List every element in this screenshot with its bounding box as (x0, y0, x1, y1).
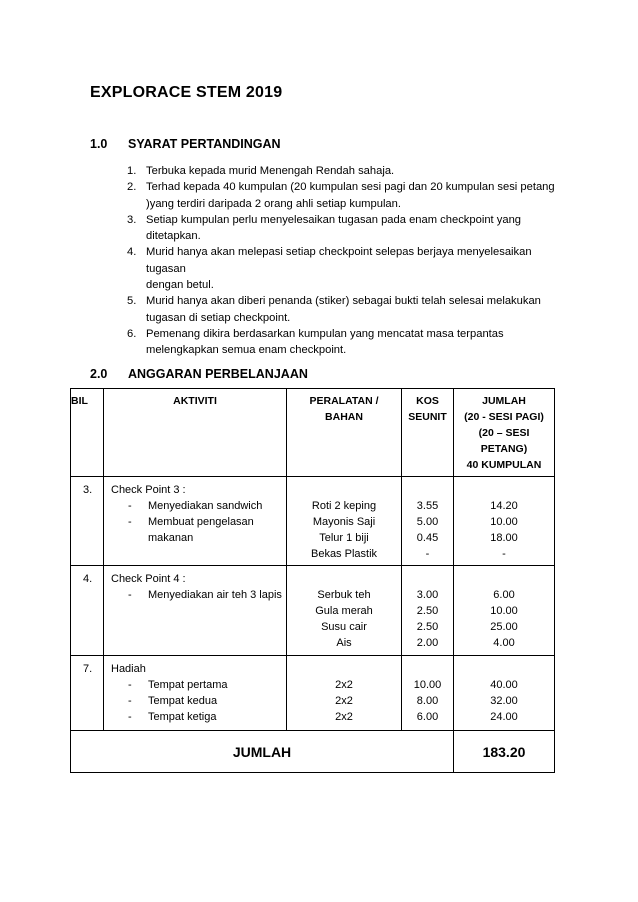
cell-peralatan (287, 477, 402, 566)
activity-items (111, 498, 282, 546)
condition-number: 1. (127, 165, 137, 177)
peralatan-value: Mayonis Saji (312, 516, 376, 528)
activity-item (111, 693, 282, 709)
cell-aktiviti (104, 477, 287, 566)
peralatan-value: Bekas Plastik (310, 548, 378, 560)
activity-item-line: Membuat pengelasan (148, 516, 254, 528)
cell-kos (402, 566, 454, 656)
header-aktiviti: AKTIVITI (104, 389, 287, 477)
condition-text-line: dengan betul. (146, 279, 214, 292)
header-bil: BIL (71, 389, 104, 477)
condition-text-line: )yang terdiri daripada 2 orang ahli setiap kumpulan. (146, 197, 401, 210)
condition-item (127, 326, 567, 359)
condition-item (127, 293, 567, 326)
dash-bullet: - (128, 711, 132, 723)
table-row (71, 566, 555, 656)
section-title: SYARAT PERTANDINGAN (128, 137, 281, 151)
section-number: 2.0 (90, 367, 108, 381)
jumlah-value: 24.00 (490, 711, 518, 723)
header-line: KOS (416, 395, 439, 407)
peralatan-value: Ais (336, 637, 352, 649)
jumlah-value: 25.00 (490, 621, 518, 633)
header-line: SEUNIT (408, 411, 447, 423)
activity-item (111, 709, 282, 725)
activity-title: Check Point 3 : (111, 484, 186, 496)
jumlah-value: 40.00 (490, 679, 518, 691)
header-line: 40 KUMPULAN (466, 459, 542, 471)
kos-value: 8.00 (416, 695, 439, 707)
condition-number: 3. (127, 213, 137, 226)
header-peralatan (287, 389, 402, 477)
dash-bullet: - (128, 679, 132, 691)
activity-item (111, 587, 282, 603)
condition-text-line: melengkapkan semua enam checkpoint. (146, 344, 347, 357)
condition-text-line: Terhad kepada 40 kumpulan (20 kumpulan sesi pagi dan 20 kumpulan sesi petang (146, 181, 555, 194)
dash-bullet: - (128, 516, 132, 528)
condition-item (127, 163, 567, 179)
kos-value: 2.00 (416, 637, 439, 649)
peralatan-value: Telur 1 biji (319, 532, 369, 544)
section-number: 1.0 (90, 137, 108, 151)
kos-value: 3.55 (416, 500, 439, 512)
header-kos (402, 389, 454, 477)
condition-text-line: tugasan di setiap checkpoint. (146, 311, 291, 324)
activity-items (111, 677, 282, 725)
total-row (71, 731, 555, 773)
condition-text-line: Murid hanya akan melepasi setiap checkpoint selepas berjaya menyelesaikan tugasan (146, 246, 532, 275)
table-row (71, 477, 555, 566)
header-line: JUMLAH (482, 395, 526, 407)
activity-item-line: Menyediakan sandwich (148, 500, 263, 512)
kos-value: 6.00 (416, 711, 439, 723)
condition-text-line: ditetapkan. (146, 230, 201, 243)
cell-kos (402, 477, 454, 566)
cell-aktiviti (104, 656, 287, 731)
header-line: PETANG) (480, 443, 528, 455)
jumlah-value: 6.00 (493, 589, 515, 601)
section-title: ANGGARAN PERBELANJAAN (128, 367, 308, 381)
cell-peralatan (287, 566, 402, 656)
kos-value: 3.00 (416, 589, 439, 601)
jumlah-value: 4.00 (493, 637, 515, 649)
jumlah-value: 18.00 (490, 532, 518, 544)
cell-bil: 3. (71, 477, 104, 566)
table-header-row (71, 389, 555, 477)
section-heading-rules (90, 137, 281, 151)
condition-number: 4. (127, 246, 137, 259)
dash-bullet: - (128, 500, 132, 512)
jumlah-value: 14.20 (490, 500, 518, 512)
peralatan-value: 2x2 (335, 711, 353, 723)
jumlah-value: 32.00 (490, 695, 518, 707)
table-row (71, 656, 555, 731)
header-line: (20 – SESI (478, 427, 530, 439)
kos-value: 2.50 (416, 621, 439, 633)
kos-value: 2.50 (416, 605, 439, 617)
condition-text-line: Setiap kumpulan perlu menyelesaikan tugasan pada enam checkpoint yang (146, 213, 522, 226)
cell-aktiviti (104, 566, 287, 656)
activity-title: Check Point 4 : (111, 573, 186, 585)
activity-items (111, 587, 282, 603)
condition-item (127, 212, 567, 245)
total-label: JUMLAH (71, 731, 454, 773)
cell-bil: 7. (71, 656, 104, 731)
condition-item (127, 244, 567, 293)
peralatan-value: Serbuk teh (317, 589, 371, 601)
peralatan-value: Gula merah (315, 605, 373, 617)
header-jumlah (454, 389, 555, 477)
header-line: (20 - SESI PAGI) (464, 411, 544, 423)
cell-bil: 4. (71, 566, 104, 656)
kos-value: 0.45 (416, 532, 439, 544)
jumlah-value: - (502, 548, 506, 560)
header-line: PERALATAN / (309, 395, 379, 407)
condition-number: 2. (127, 181, 137, 194)
condition-number: 5. (127, 295, 137, 308)
condition-item (127, 179, 567, 212)
peralatan-value: Susu cair (321, 621, 367, 633)
cell-jumlah (454, 656, 555, 731)
conditions-list (127, 163, 567, 359)
activity-item-line: Menyediakan air teh 3 lapis (148, 589, 282, 601)
kos-value: 10.00 (413, 679, 442, 691)
page-title: EXPLORACE STEM 2019 (90, 84, 283, 101)
activity-item-line: Tempat kedua (148, 695, 218, 707)
activity-item-line: Tempat pertama (148, 679, 228, 691)
activity-item-line: Tempat ketiga (148, 711, 217, 723)
total-value: 183.20 (454, 731, 555, 773)
cell-jumlah (454, 477, 555, 566)
condition-number: 6. (127, 327, 137, 340)
condition-text-line: Murid hanya akan diberi penanda (stiker) sebagai bukti telah selesai melakukan (146, 295, 541, 308)
kos-value: - (425, 548, 430, 560)
dash-bullet: - (128, 589, 132, 601)
header-line: BAHAN (325, 411, 363, 423)
cell-peralatan (287, 656, 402, 731)
condition-text-line: Pemenang dikira berdasarkan kumpulan yang mencatat masa terpantas (146, 327, 504, 340)
jumlah-value: 10.00 (490, 605, 518, 617)
condition-text-line: Terbuka kepada murid Menengah Rendah sahaja. (146, 165, 395, 177)
peralatan-value: 2x2 (335, 695, 353, 707)
activity-item (111, 514, 282, 546)
activity-title: Hadiah (111, 663, 146, 675)
peralatan-value: Roti 2 keping (311, 500, 377, 512)
budget-table (70, 388, 555, 773)
kos-value: 5.00 (416, 516, 439, 528)
activity-item (111, 498, 282, 514)
cell-jumlah (454, 566, 555, 656)
peralatan-value: 2x2 (335, 679, 353, 691)
activity-item-line: makanan (148, 532, 194, 544)
dash-bullet: - (128, 695, 132, 707)
jumlah-value: 10.00 (490, 516, 518, 528)
cell-kos (402, 656, 454, 731)
activity-item (111, 677, 282, 693)
section-heading-budget (90, 367, 308, 381)
